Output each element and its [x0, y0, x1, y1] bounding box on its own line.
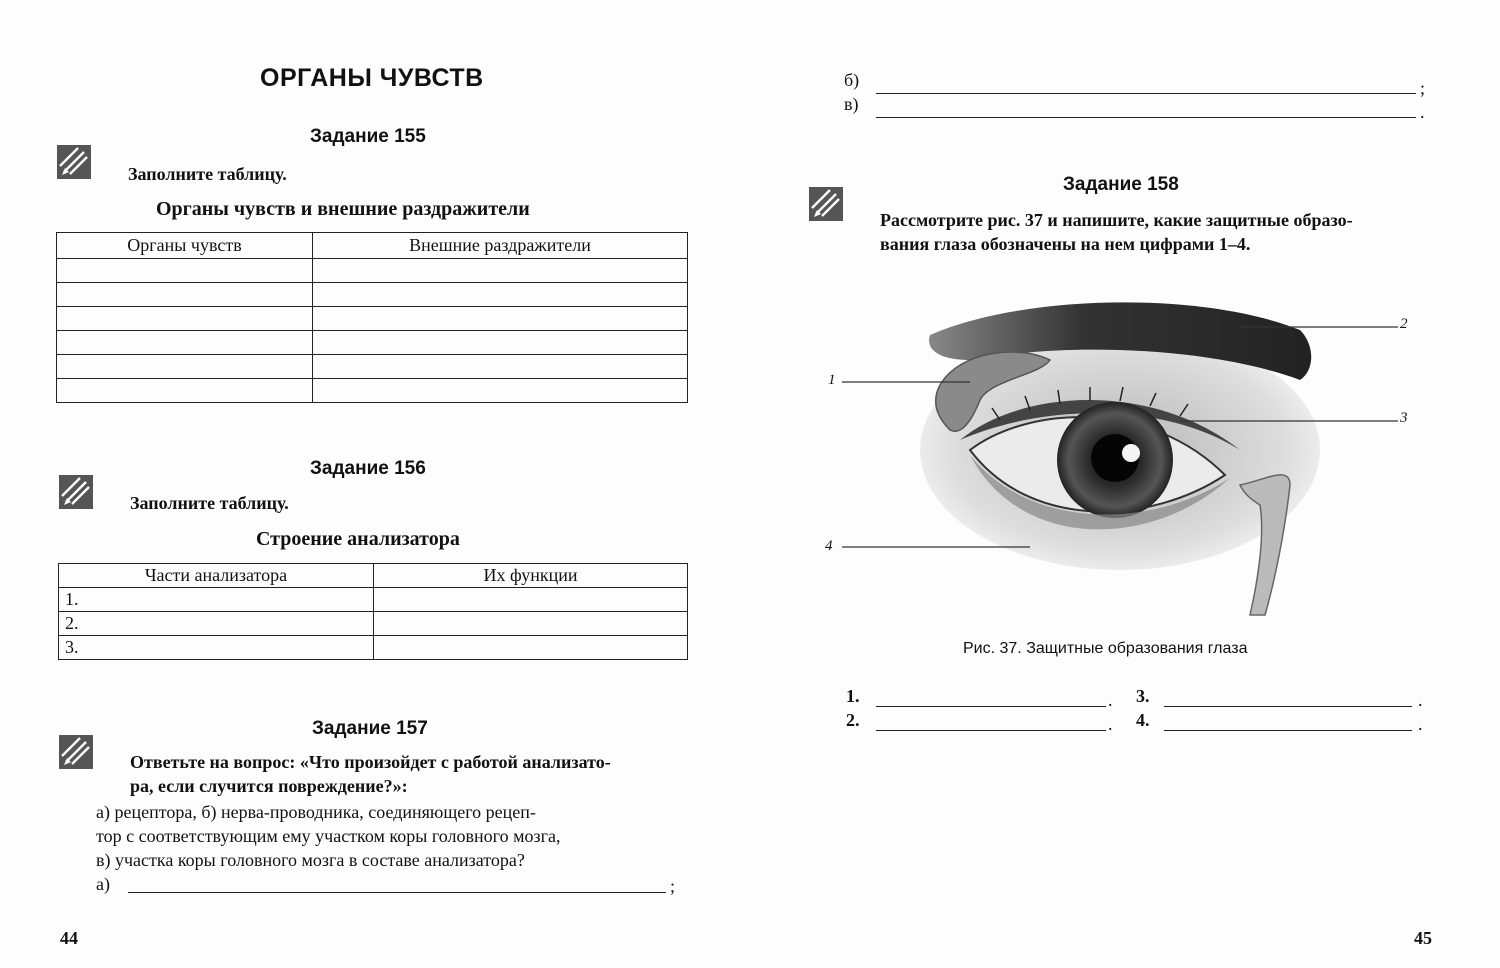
task-156-title: Задание 156 [310, 458, 426, 479]
table-row[interactable] [59, 636, 688, 660]
table-header-cell: Органы чувств [57, 233, 313, 259]
task-157-question-line: Ответьте на вопрос: «Что произойдет с работой анализато- [130, 752, 611, 772]
table-cell[interactable] [313, 355, 688, 379]
answer-1-end: . [1108, 690, 1113, 710]
table-row[interactable] [57, 259, 688, 283]
table-row[interactable] [57, 307, 688, 331]
table-header-cell: Части анализатора [59, 564, 374, 588]
task-155-instruction: Заполните таблицу. [128, 164, 287, 184]
table-header-row [57, 233, 688, 259]
figure-label-2: 2 [1400, 316, 1408, 332]
table-cell[interactable] [57, 283, 313, 307]
eye-highlight-shape [1122, 444, 1140, 462]
table-cell[interactable] [374, 636, 688, 660]
answer-v-line[interactable] [876, 117, 1416, 118]
table-header-cell: Внешние раздражители [313, 233, 688, 259]
answer-4-number: 4. [1136, 710, 1150, 730]
task-155-table-title: Органы чувств и внешние раздражители [156, 198, 530, 220]
nasolacrimal-duct-shape [1240, 475, 1290, 615]
table-cell[interactable] [313, 331, 688, 355]
table-row[interactable] [59, 612, 688, 636]
table-row[interactable] [57, 331, 688, 355]
table-cell[interactable] [313, 379, 688, 403]
table-cell[interactable] [57, 259, 313, 283]
analyzer-structure-table [58, 563, 688, 660]
answer-b-end: ; [1420, 78, 1426, 98]
answer-v-end: . [1420, 102, 1425, 122]
task-157-body-line: тор с соответствующим ему участком коры головного мозга, [96, 826, 561, 846]
table-cell[interactable] [313, 283, 688, 307]
pencil-in-square-icon [58, 474, 94, 510]
answer-4-line[interactable] [1164, 730, 1412, 731]
table-row-number[interactable]: 2. [59, 612, 374, 636]
table-cell[interactable] [57, 355, 313, 379]
chapter-title: ОРГАНЫ ЧУВСТВ [260, 64, 484, 92]
pencil-in-square-icon [58, 734, 94, 770]
page-number-left: 44 [60, 928, 78, 948]
answer-3-line[interactable] [1164, 706, 1412, 707]
task-158-title: Задание 158 [1063, 174, 1179, 195]
answer-2-line[interactable] [876, 730, 1106, 731]
answer-2-end: . [1108, 714, 1113, 734]
table-row-number[interactable]: 3. [59, 636, 374, 660]
task-156-table-title: Строение анализатора [256, 528, 460, 550]
table-cell[interactable] [374, 588, 688, 612]
answer-a-label: а) [96, 874, 110, 894]
figure-label-3: 3 [1400, 410, 1408, 426]
page-number-right: 45 [1414, 928, 1432, 948]
answer-a-end: ; [670, 876, 676, 896]
answer-3-end: . [1418, 690, 1423, 710]
pencil-in-square-icon [808, 186, 844, 222]
table-row[interactable] [57, 379, 688, 403]
task-157-question-line: ра, если случится повреждение?»: [130, 776, 408, 796]
task-156-instruction: Заполните таблицу. [130, 493, 289, 513]
task-157-body-line: в) участка коры головного мозга в составе анализатора? [96, 850, 525, 870]
task-158-instruction-line: Рассмотрите рис. 37 и напишите, какие защитные образо- [880, 210, 1353, 230]
table-row-number[interactable]: 1. [59, 588, 374, 612]
table-cell[interactable] [374, 612, 688, 636]
table-cell[interactable] [57, 307, 313, 331]
task-158-instruction-line: вания глаза обозначены на нем цифрами 1–4. [880, 234, 1251, 254]
answer-v-label: в) [844, 94, 859, 114]
answer-1-number: 1. [846, 686, 860, 706]
task-157-body-line: а) рецептора, б) нерва-проводника, соединяющего рецеп- [96, 802, 536, 822]
answer-3-number: 3. [1136, 686, 1150, 706]
answer-a-line[interactable] [128, 892, 666, 893]
sense-organs-table [56, 232, 688, 403]
figure-label-1: 1 [828, 372, 836, 388]
table-cell[interactable] [57, 331, 313, 355]
task-155-title: Задание 155 [310, 126, 426, 147]
figure-label-4: 4 [825, 538, 833, 554]
answer-b-line[interactable] [876, 93, 1416, 94]
answer-4-end: . [1418, 714, 1423, 734]
pencil-in-square-icon [56, 144, 92, 180]
table-cell[interactable] [57, 379, 313, 403]
table-header-row [59, 564, 688, 588]
task-157-title: Задание 157 [312, 718, 428, 739]
table-row[interactable] [57, 283, 688, 307]
table-row[interactable] [57, 355, 688, 379]
table-cell[interactable] [313, 259, 688, 283]
table-cell[interactable] [313, 307, 688, 331]
answer-2-number: 2. [846, 710, 860, 730]
figure-caption: Рис. 37. Защитные образования глаза [963, 640, 1248, 657]
table-row[interactable] [59, 588, 688, 612]
eye-figure [820, 290, 1420, 620]
answer-b-label: б) [844, 70, 860, 90]
table-header-cell: Их функции [374, 564, 688, 588]
answer-1-line[interactable] [876, 706, 1106, 707]
